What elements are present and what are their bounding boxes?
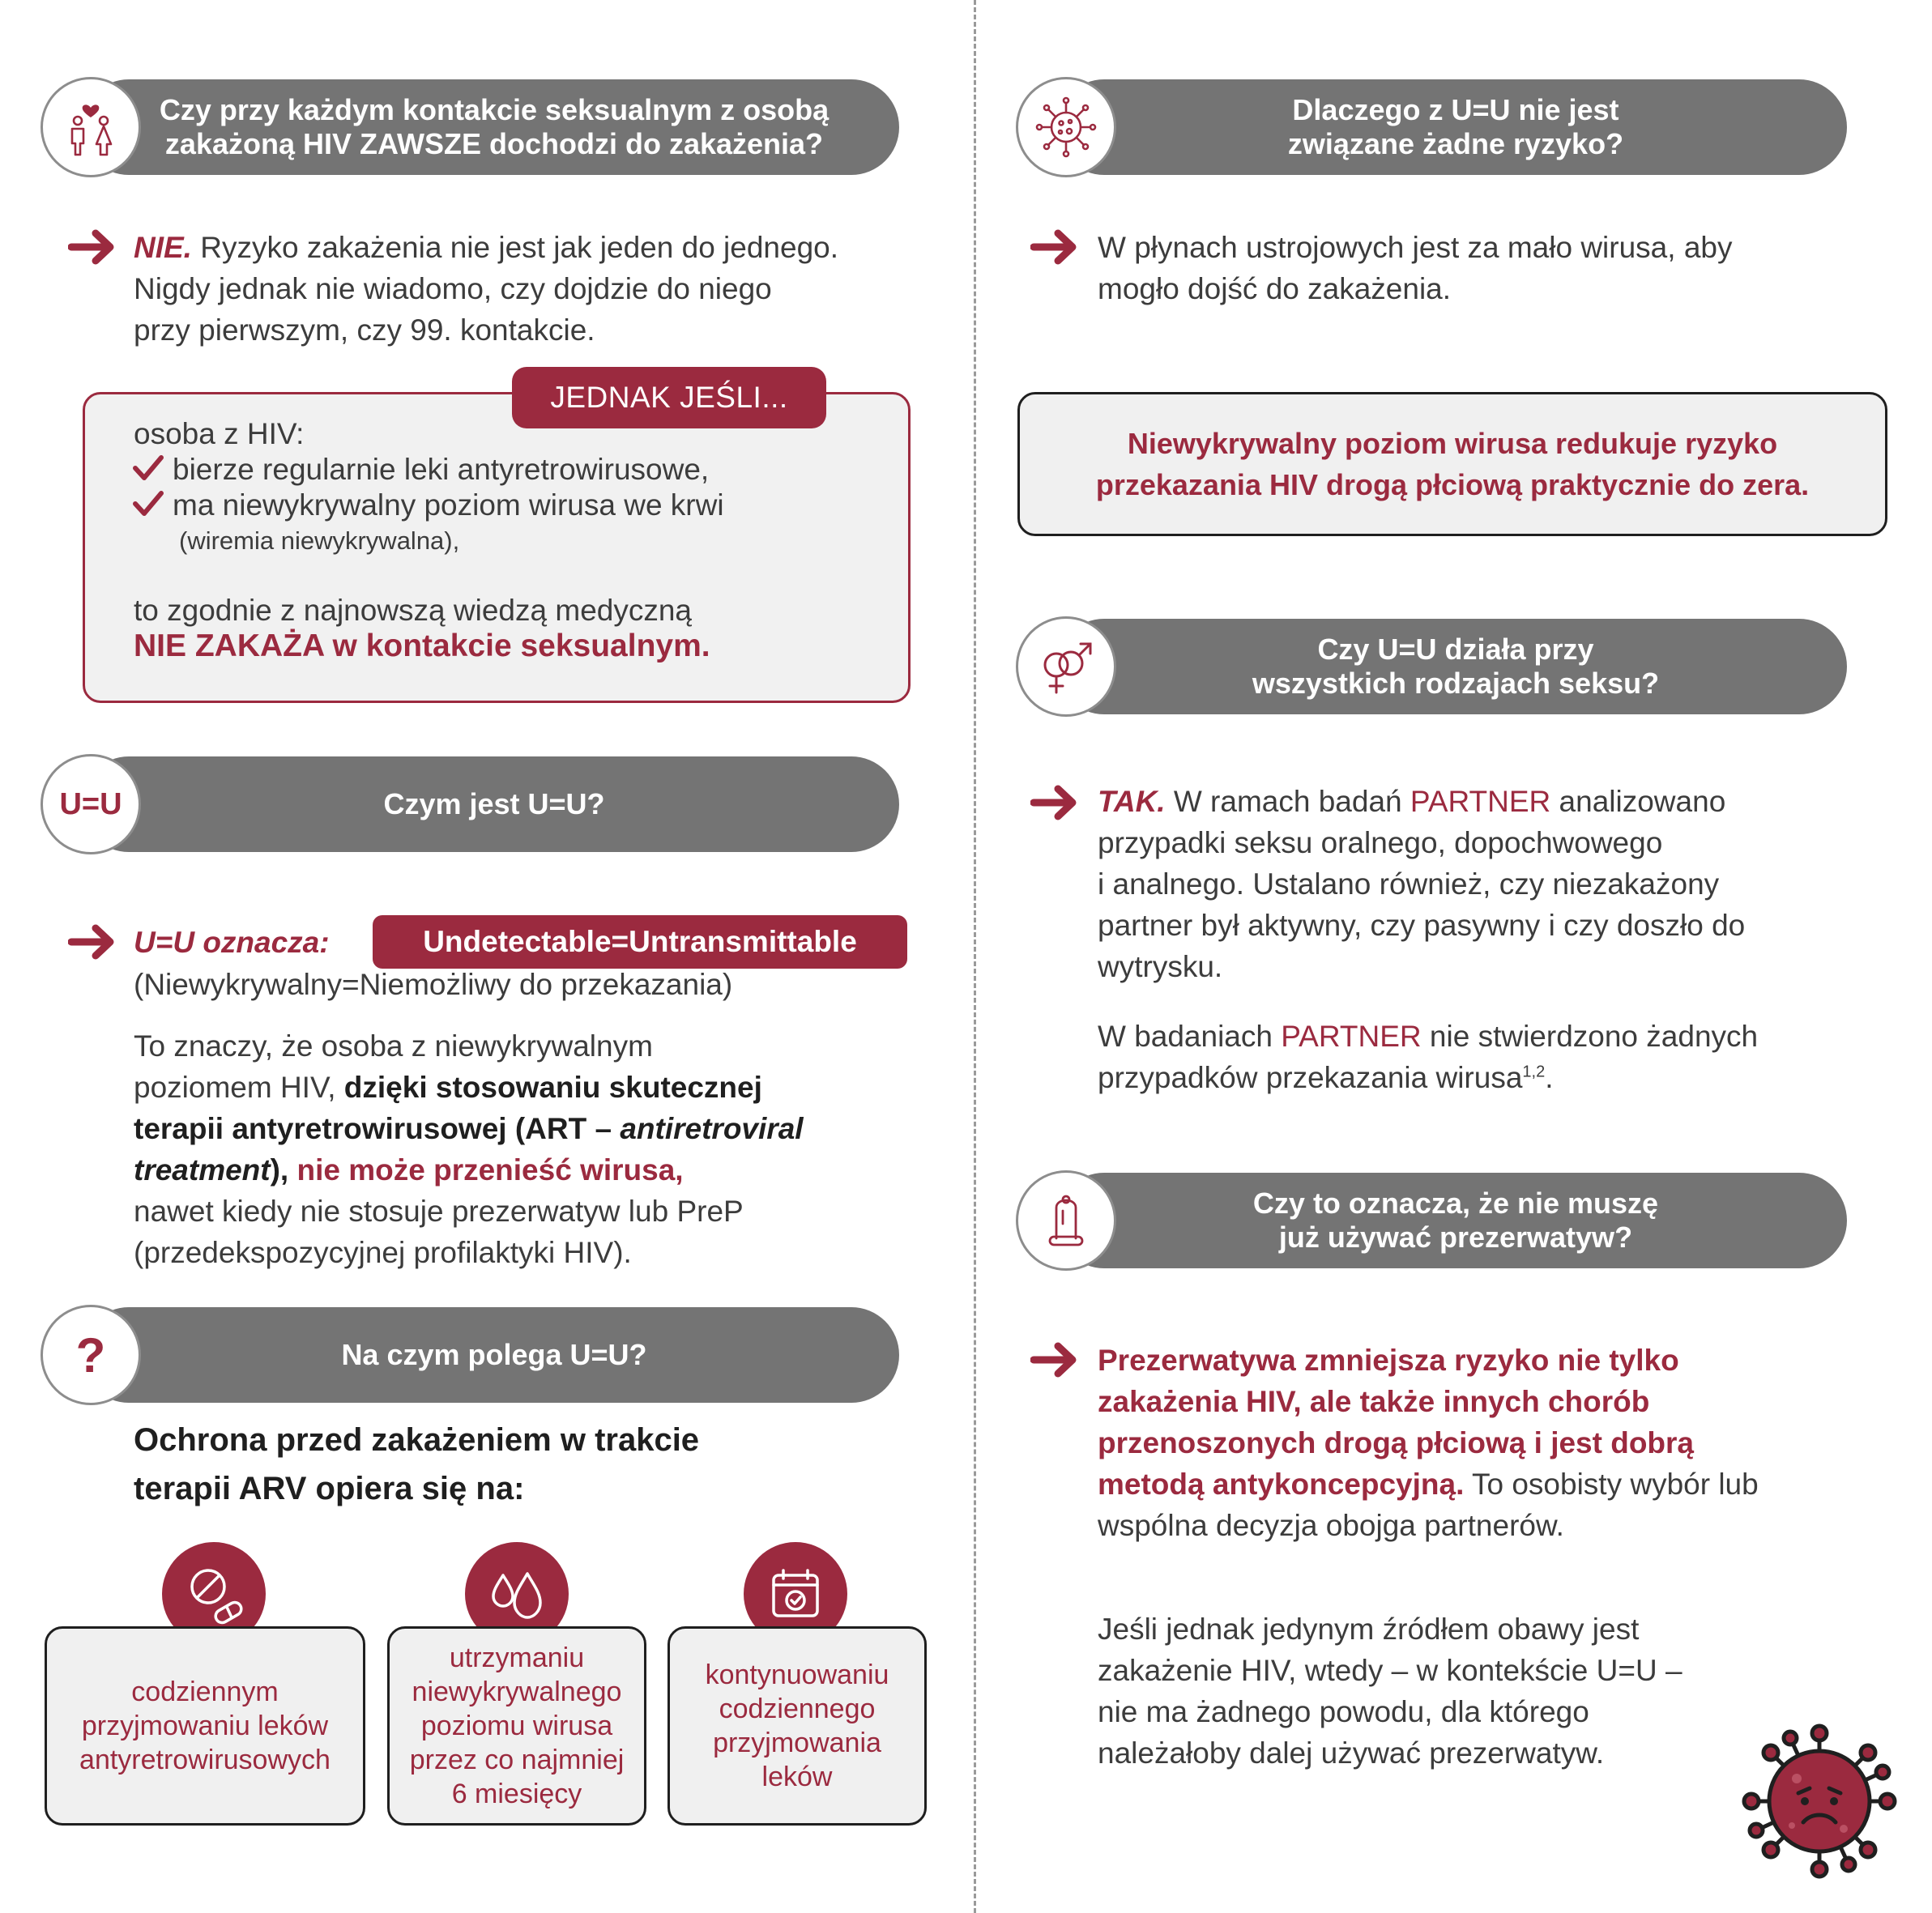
checkmark-icon (132, 489, 164, 518)
answer-condoms: Prezerwatywa zmniejsza ryzyko nie tylko zakażenia HIV, ale także innych chorób przenoszonych drogą płciową i jest dobrą metodą antykoncepcyjną. To osobisty wybór lub wspólna decyzja obojga partnerów. (1098, 1344, 1759, 1542)
header-icon-circle (41, 1305, 141, 1405)
arrow-icon (68, 228, 120, 266)
question-header-why-no-risk (1016, 79, 1847, 175)
checkmark-icon (132, 454, 164, 483)
uu-icon: U=U (59, 786, 122, 821)
question-header-how-uu-works (41, 1307, 899, 1403)
condition-item: ma niewykrywalny poziom wirusa we krwi (132, 488, 887, 523)
question-mark-icon: ? (75, 1327, 106, 1383)
arrow-icon (1030, 1341, 1082, 1378)
header-text: Na czym polega U=U? (341, 1338, 647, 1371)
partner-results: W badaniach PARTNER nie stwierdzono żadnych przypadków przekazania wirusa$^{1,2}$. (1098, 1020, 1759, 1094)
risk-info-box: Niewykrywalny poziom wirusa redukuje ryzyko przekazania HIV drogą płciową praktycznie do zera. (1017, 392, 1887, 536)
header-text: Czy to oznacza, że nie muszę już używać prezerwatyw? (1252, 1187, 1659, 1254)
answer-partner-study: TAK. W ramach badań PARTNER analizowano przypadki seksu oralnego, dopochwowego i analnego. Ustalano również, czy niezakażony partner był aktywny, czy pasywny i czy doszło do wytrysku. (1098, 785, 1746, 983)
header-text: Czy przy każdym kontakcie seksualnym z osobą zakażoną HIV ZAWSZE dochodzi do zakażenia? (159, 93, 830, 160)
condition-item: bierze regularnie leki antyretrowirusowe, (132, 452, 887, 488)
arrow-icon (1030, 784, 1082, 821)
condoms-conclusion: Jeśli jednak jedynym źródłem obawy jest zakażenie HIV, wtedy – w kontekście U=U – nie ma żadnego powodu, dla którego należałoby dalej używać prezerwatyw. (1098, 1613, 1683, 1770)
arrow-icon (1030, 228, 1082, 266)
gender-symbols-icon (1032, 633, 1100, 701)
card-daily-medication: codziennym przyjmowaniu leków antyretrowirusowych (45, 1626, 365, 1826)
card-undetectable-level: utrzymaniu niewykrywalnego poziomu wirusa przez co najmniej 6 miesięcy (387, 1626, 646, 1826)
answer-why-no-risk: W płynach ustrojowych jest za mało wirusa, aby mogło dojść do zakażenia. (1098, 231, 1733, 305)
answer-transmission: NIE. Ryzyko zakażenia nie jest jak jeden do jednego. Nigdy jednak nie wiadomo, czy dojdzie do niego przy pierwszym, czy 99. kontakcie. (134, 231, 839, 347)
conditions-content: osoba z HIV: bierze regularnie leki antyretrowirusowe, ma niewykrywalny poziom wirusa we krwi (wiremia niewykrywalna), to zgodnie z najnowszą wiedzą medyczną NIE ZAKAŻA w kontakcie seksualnym. (134, 416, 887, 664)
card-continuing-medication: kontynuowaniu codziennego przyjmowania leków (667, 1626, 927, 1826)
uu-badge: Undetectable=Untransmittable (373, 915, 907, 969)
question-header-what-is-uu (41, 756, 899, 852)
protection-heading: Ochrona przed zakażeniem w trakcie terapii ARV opiera się na: (134, 1422, 700, 1506)
header-text: Dlaczego z U=U nie jest związane żadne ryzyko? (1287, 93, 1624, 160)
header-icon-circle (1016, 1170, 1116, 1271)
header-icon-circle (1016, 77, 1116, 177)
header-icon-circle (41, 77, 141, 177)
uu-lead: U=U oznacza: (134, 926, 330, 959)
virus-cartoon-icon (1740, 1722, 1899, 1881)
header-text: Czy U=U działa przy wszystkich rodzajach seksu? (1252, 633, 1660, 700)
couple-heart-icon (57, 93, 125, 161)
question-header-transmission (41, 79, 899, 175)
column-divider (974, 0, 976, 1913)
virus-icon (1032, 93, 1100, 161)
header-text: Czym jest U=U? (383, 787, 605, 820)
conditions-tag: JEDNAK JEŚLI... (512, 367, 826, 428)
uu-explanation: To znaczy, że osoba z niewykrywalnym poziomem HIV, dzięki stosowaniu skutecznej terapii antyretrowirusowej (ART – antiretroviral treatment), nie może przenieść wirusa, nawet kiedy nie stosuje prezerwatyw lub PreP (przedekspozycyjnej profilaktyki HIV). (134, 1029, 804, 1269)
question-header-condoms (1016, 1173, 1847, 1268)
uu-translation: (Niewykrywalny=Niemożliwy do przekazania) (134, 968, 733, 1001)
arrow-icon (68, 923, 120, 961)
header-icon-circle (41, 754, 141, 854)
header-icon-circle (1016, 616, 1116, 717)
question-header-all-sex-types (1016, 619, 1847, 714)
condom-icon (1032, 1187, 1100, 1255)
